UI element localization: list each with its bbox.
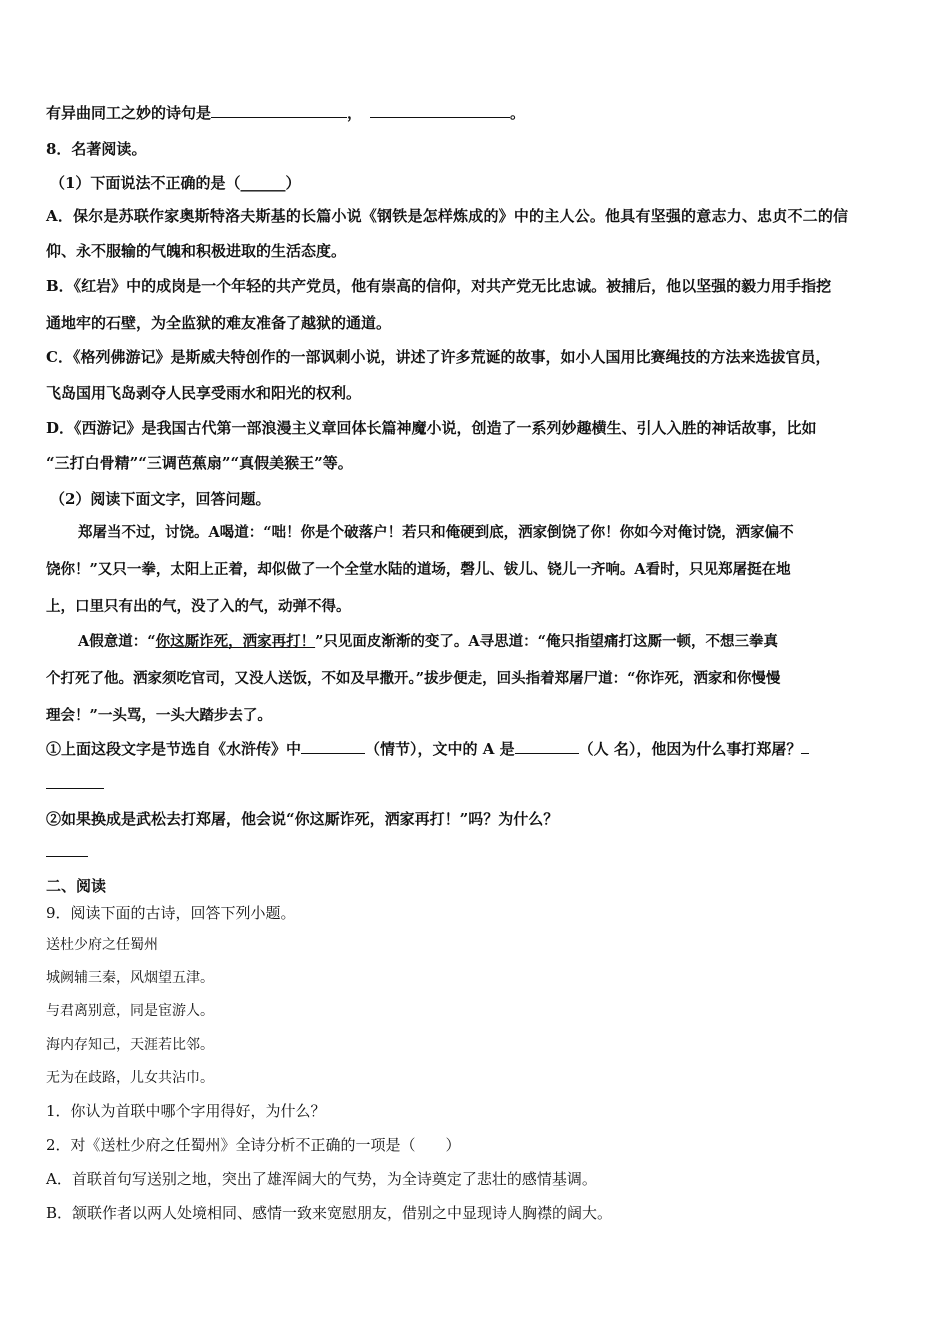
intro-sep: ， — [347, 104, 363, 122]
passage1-line2: 饶你！”又只一拳，太阳上正着，却似做了一个全堂水陆的道场，磬儿、钹儿、铙儿一齐响。A看时，只见郑屠挺在地 — [46, 561, 791, 578]
q8-option-a-line1: A．保尔是苏联作家奥斯特洛夫斯基的长篇小说《钢铁是怎样炼成的》中的主人公。他具有坚强的意志力、忠贞不二的信 — [46, 207, 849, 225]
passage2-line1 — [78, 630, 778, 651]
q8-option-c-line2: 飞岛国用飞岛剥夺人民享受雨水和阳光的权利。 — [46, 384, 362, 402]
poem-line-1: 城阙辅三秦，风烟望五津。 — [46, 970, 214, 986]
intro-prefix: 有异曲同工之妙的诗句是 — [46, 104, 212, 122]
blank-plot[interactable] — [301, 739, 365, 754]
underlined-quote: 你这厮诈死，洒家再打！ — [155, 633, 316, 650]
q9-option-a: A．首联首句写送别之地，突出了雄浑阔大的气势，为全诗奠定了悲壮的感情基调。 — [46, 1170, 597, 1188]
q8-option-a-line2: 仰、永不服输的气魄和积极进取的生活态度。 — [46, 242, 347, 260]
answer-line-2[interactable] — [46, 856, 88, 857]
intro-line — [46, 102, 525, 123]
sub1-part-a: ①上面这段文字是节选自《水浒传》中 — [46, 740, 302, 758]
q9-title: 9．阅读下面的古诗，回答下列小题。 — [46, 904, 296, 922]
poem-line-2: 与君离别意，同是宦游人。 — [46, 1003, 214, 1019]
q8-option-d-line1: D．《西游记》是我国古代第一部浪漫主义章回体长篇神魔小说，创造了一系列妙趣横生、引人入胜的神话故事，比如 — [46, 419, 817, 437]
q8-option-d-line2: “三打白骨精”“三调芭蕉扇”“真假美猴王”等。 — [46, 454, 353, 472]
q9-sub1: 1．你认为首联中哪个字用得好，为什么？ — [46, 1102, 326, 1120]
sub1-part-c: （人 名），他因为什么事打郑屠？ — [578, 740, 802, 758]
poem-line-3: 海内存知己，天涯若比邻。 — [46, 1037, 214, 1053]
passage2-line1-pre: A假意道：“ — [78, 633, 156, 650]
q8-part1: （1）下面说法不正确的是（______） — [50, 174, 301, 192]
answer-blank-1[interactable] — [211, 103, 347, 118]
passage2-line1-post: ”只见面皮渐渐的变了。A寻思道：“俺只指望痛打这厮一顿，不想三拳真 — [315, 633, 779, 650]
q9-sub2: 2．对《送杜少府之任蜀州》全诗分析不正确的一项是（ ） — [46, 1136, 461, 1154]
sub-question-2: ②如果换成是武松去打郑屠，他会说“你这厮诈死，洒家再打！”吗？为什么？ — [46, 810, 559, 828]
section2-heading: 二、阅读 — [46, 877, 107, 895]
blank-reason-start[interactable] — [801, 739, 809, 754]
passage1-line1: 郑屠当不过，讨饶。A喝道：“咄！你是个破落户！若只和俺硬到底，洒家倒饶了你！你如今对俺讨饶，洒家偏不 — [78, 524, 794, 541]
answer-line-1[interactable] — [46, 788, 104, 789]
poem-title: 送杜少府之任蜀州 — [46, 937, 158, 953]
poem-line-4: 无为在歧路，儿女共沾巾。 — [46, 1070, 214, 1086]
q8-option-b-line2: 通地牢的石壁，为全监狱的难友准备了越狱的通道。 — [46, 314, 392, 332]
blank-name[interactable] — [515, 739, 579, 754]
q8-option-b-line1: B．《红岩》中的成岗是一个年轻的共产党员，他有崇高的信仰，对共产党无比忠诚。被捕后，他以坚强的毅力用手指挖 — [46, 277, 832, 295]
passage1-line3: 上，口里只有出的气，没了入的气，动弹不得。 — [46, 598, 351, 615]
intro-end: 。 — [510, 104, 526, 122]
q8-part2: （2）阅读下面文字，回答问题。 — [50, 490, 271, 508]
q8-title: 8．名著阅读。 — [46, 140, 147, 158]
sub1-part-b: （情节），文中的 A 是 — [365, 740, 515, 758]
sub-question-1 — [46, 738, 809, 759]
q9-option-b: B．颔联作者以两人处境相同、感情一致来宽慰朋友，借别之中显现诗人胸襟的阔大。 — [46, 1204, 613, 1222]
passage2-line3: 理会！”一头骂，一头大踏步去了。 — [46, 707, 272, 724]
passage2-line2: 个打死了他。洒家须吃官司，又没人送饭，不如及早撒开。”拔步便走，回头指着郑屠尸道：“你诈死，洒家和你慢慢 — [46, 670, 781, 687]
answer-blank-2[interactable] — [370, 103, 510, 118]
q8-option-c-line1: C．《格列佛游记》是斯威夫特创作的一部讽刺小说，讲述了许多荒诞的故事，如小人国用比赛绳技的方法来选拔官员， — [46, 348, 831, 366]
